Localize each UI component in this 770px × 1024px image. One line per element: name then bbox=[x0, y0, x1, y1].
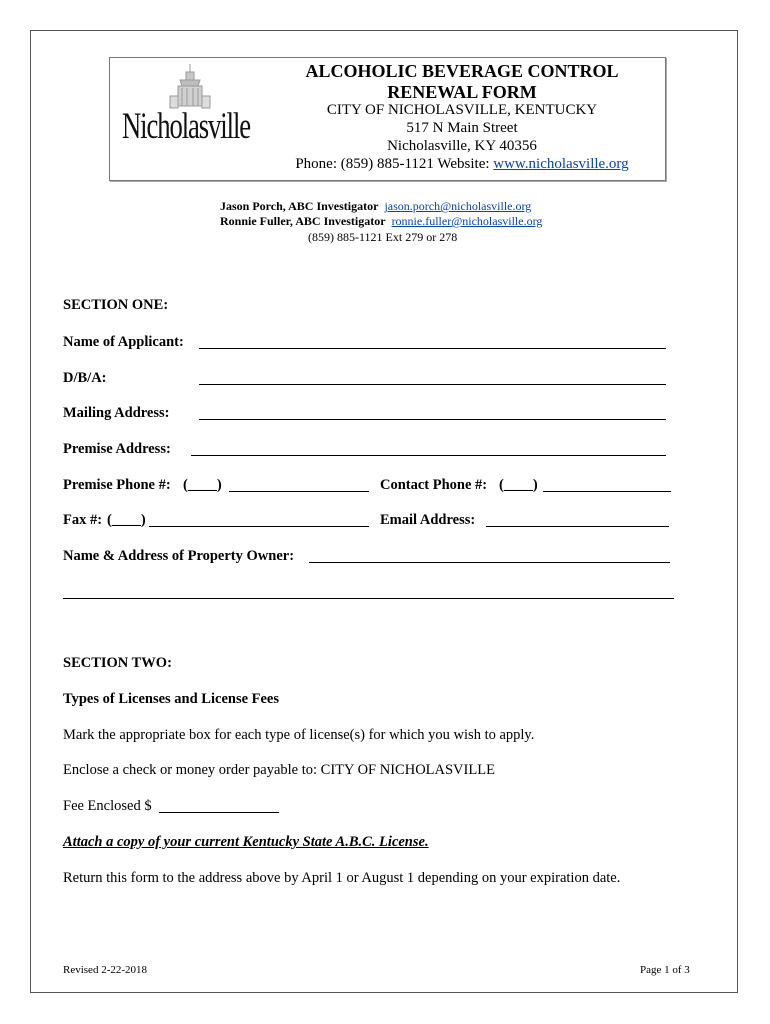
fee-enclosed-label: Fee Enclosed $ bbox=[63, 798, 152, 814]
dba-label: D/B/A: bbox=[63, 370, 107, 386]
premise-address-label: Premise Address: bbox=[63, 441, 171, 457]
section-one-heading: SECTION ONE: bbox=[63, 297, 169, 313]
investigator-1-name: Jason Porch, ABC Investigator bbox=[220, 199, 379, 213]
city-name: CITY OF NICHOLASVILLE, KENTUCKY bbox=[326, 102, 598, 118]
enclose-payment-text: Enclose a check or money order payable to: CITY OF NICHOLASVILLE bbox=[63, 762, 495, 778]
instruction-text: Mark the appropriate box for each type of license(s) for which you wish to apply. bbox=[63, 727, 535, 743]
license-types-heading: Types of Licenses and License Fees bbox=[63, 691, 280, 707]
premise-phone-field[interactable] bbox=[229, 491, 369, 492]
section-two-heading: SECTION TWO: bbox=[63, 655, 172, 671]
premise-address-field[interactable] bbox=[191, 455, 666, 456]
investigator-2-name: Ronnie Fuller, ABC Investigator bbox=[220, 214, 386, 228]
name-of-applicant-label: Name of Applicant: bbox=[63, 334, 184, 350]
investigator-2 bbox=[220, 214, 542, 229]
city-logo bbox=[122, 62, 252, 172]
property-owner-field-line2[interactable] bbox=[63, 598, 674, 599]
investigator-2-email[interactable]: ronnie.fuller@nicholasville.org bbox=[391, 214, 543, 228]
contact-phone-field[interactable] bbox=[543, 491, 671, 492]
contact-phone-area-code[interactable]: (____) bbox=[499, 477, 538, 493]
property-owner-field[interactable] bbox=[309, 562, 670, 563]
property-owner-label: Name & Address of Property Owner: bbox=[63, 548, 295, 564]
email-address-label: Email Address: bbox=[380, 512, 476, 528]
return-instructions: Return this form to the address above by April 1 or August 1 depending on your expiration date. bbox=[63, 870, 621, 886]
mailing-address-label: Mailing Address: bbox=[63, 405, 170, 421]
premise-phone-area-code[interactable]: (____) bbox=[183, 477, 222, 493]
form-title-line2: RENEWAL FORM bbox=[387, 82, 537, 102]
name-of-applicant-field[interactable] bbox=[199, 348, 666, 349]
investigator-phone: (859) 885-1121 Ext 279 or 278 bbox=[308, 230, 458, 244]
street-address: 517 N Main Street bbox=[406, 120, 518, 136]
attach-license-notice: Attach a copy of your current Kentucky State A.B.C. License. bbox=[63, 834, 429, 850]
mailing-address-field[interactable] bbox=[199, 419, 666, 420]
contact-line bbox=[280, 156, 644, 173]
premise-phone-label: Premise Phone #: bbox=[63, 477, 171, 493]
website-link[interactable]: www.nicholasville.org bbox=[493, 156, 629, 172]
fax-area-code[interactable]: (____) bbox=[107, 512, 146, 528]
form-title-line1: ALCOHOLIC BEVERAGE CONTROL bbox=[305, 61, 619, 81]
investigator-1 bbox=[220, 199, 531, 214]
revised-date: Revised 2-22-2018 bbox=[63, 964, 148, 976]
phone-label: Phone: (859) 885-1121 Website: bbox=[295, 156, 494, 172]
fee-enclosed-field[interactable] bbox=[159, 812, 279, 813]
investigator-1-email[interactable]: jason.porch@nicholasville.org bbox=[384, 199, 532, 213]
email-address-field[interactable] bbox=[486, 526, 669, 527]
fax-field[interactable] bbox=[149, 526, 369, 527]
contact-phone-label: Contact Phone #: bbox=[380, 477, 488, 493]
dba-field[interactable] bbox=[199, 384, 666, 385]
fax-label: Fax #: bbox=[63, 512, 103, 528]
city-zip: Nicholasville, KY 40356 bbox=[387, 138, 537, 154]
logo-wordmark: Nicholasville bbox=[122, 106, 251, 147]
page-number: Page 1 of 3 bbox=[640, 964, 690, 976]
